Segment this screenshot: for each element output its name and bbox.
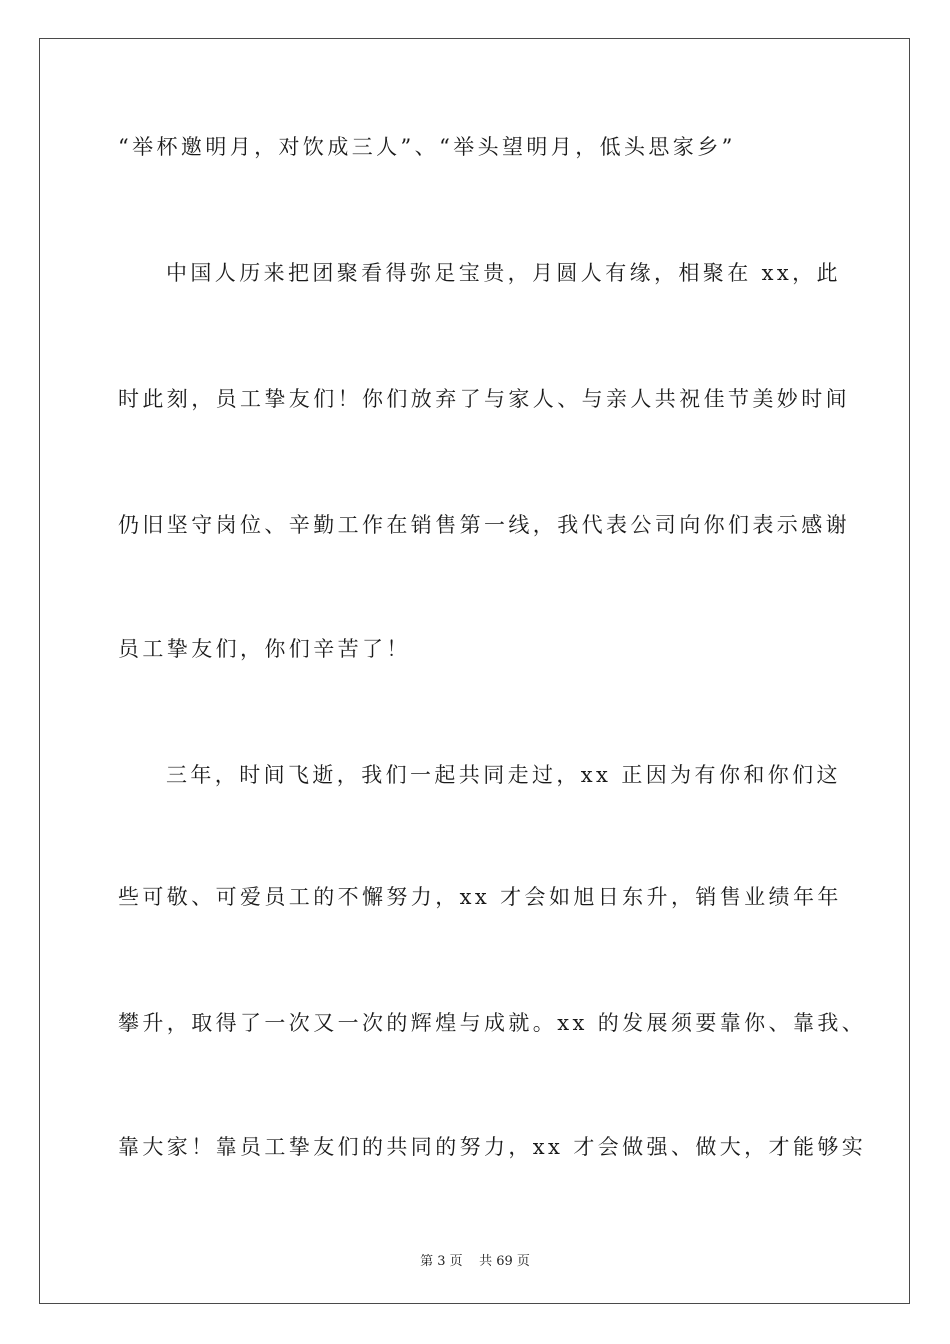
text-line: 员工挚友们，你们辛苦了！ bbox=[118, 637, 411, 661]
text-line: 攀升，取得了一次又一次的辉煌与成就。xx 的发展须要靠你、靠我、 bbox=[118, 1011, 867, 1035]
text-line: 仍旧坚守岗位、辛勤工作在销售第一线，我代表公司向你们表示感谢 bbox=[118, 513, 850, 537]
page-border bbox=[39, 38, 910, 1304]
paragraph-start: 中国人历来把团聚看得弥足宝贵，月圆人有缘，相聚在 xx，此 bbox=[166, 261, 841, 285]
page-number: 第 3 页 共 69 页 bbox=[420, 1254, 530, 1269]
text-line: 时此刻，员工挚友们！你们放弃了与家人、与亲人共祝佳节美妙时间 bbox=[118, 387, 850, 411]
text-line: “举杯邀明月，对饮成三人”、“举头望明月，低头思家乡” bbox=[118, 135, 736, 159]
text-line: 靠大家！靠员工挚友们的共同的努力，xx 才会做强、做大，才能够实 bbox=[118, 1135, 867, 1159]
text-line: 些可敬、可爱员工的不懈努力，xx 才会如旭日东升，销售业绩年年 bbox=[118, 885, 842, 909]
paragraph-start: 三年，时间飞逝，我们一起共同走过，xx 正因为有你和你们这 bbox=[166, 763, 841, 787]
